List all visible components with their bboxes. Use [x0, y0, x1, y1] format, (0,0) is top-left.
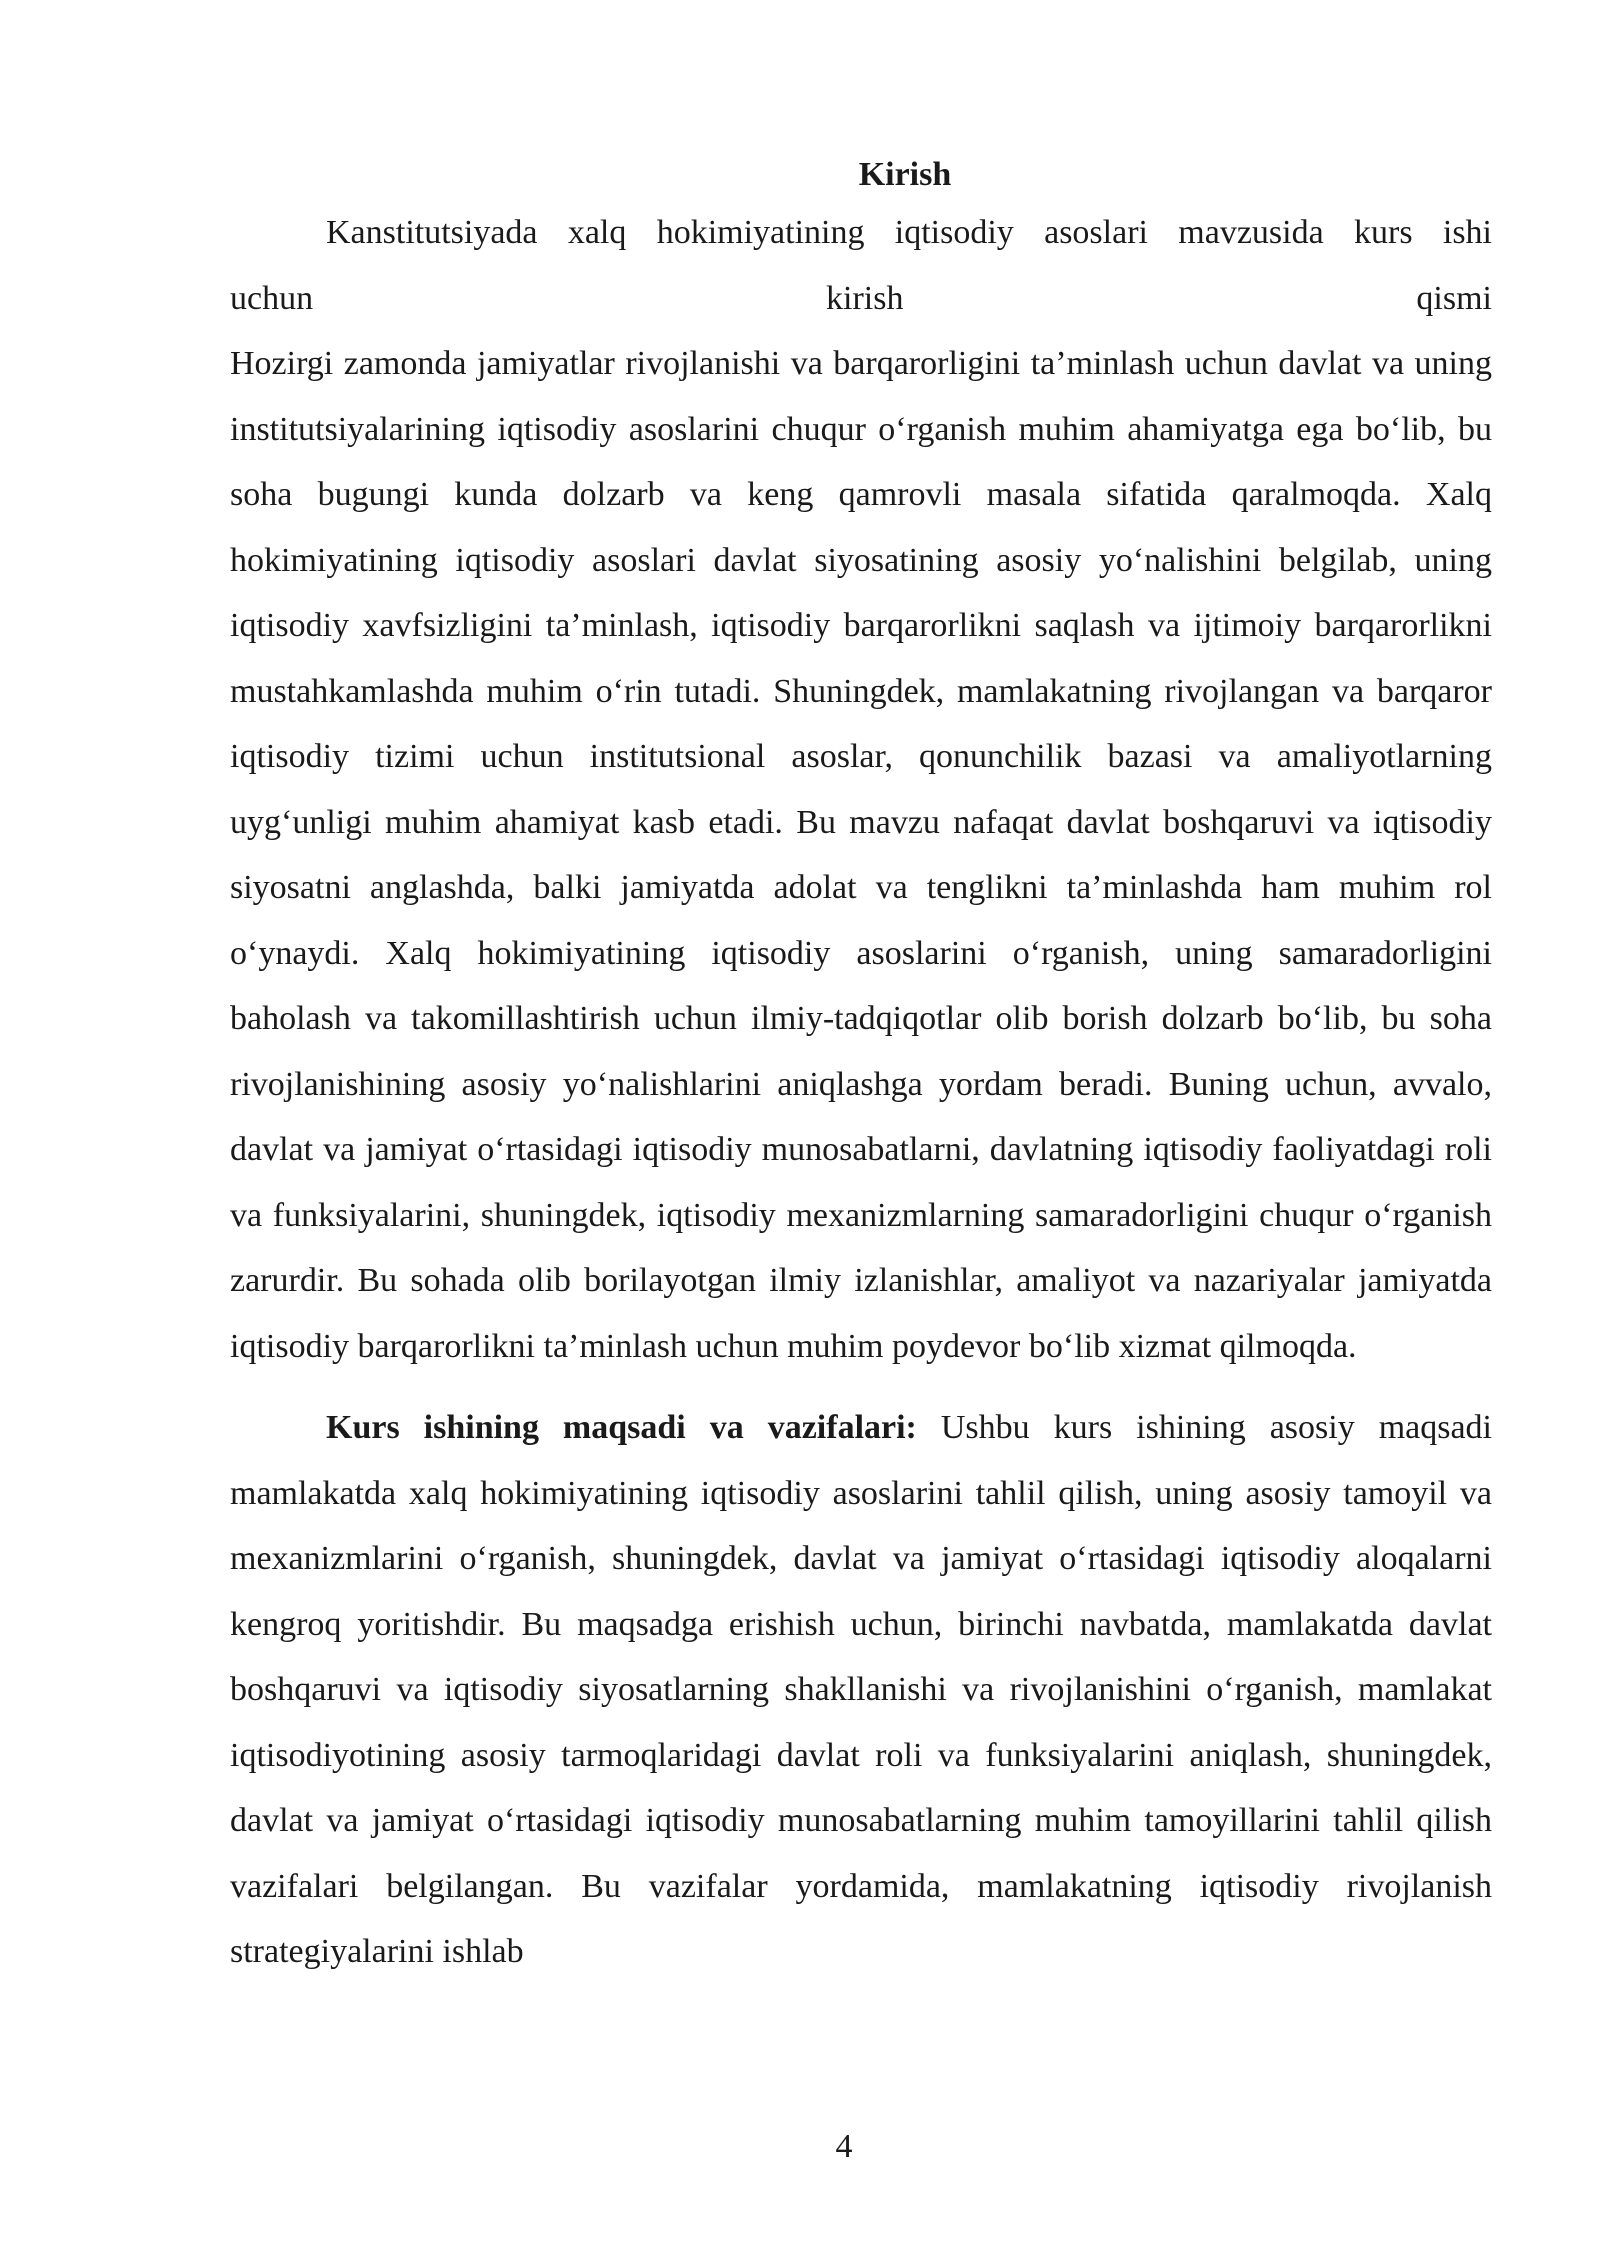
intro-paragraph: Hozirgi zamonda jamiyatlar rivojlanishi va barqarorligini ta’minlash uchun davlat va uning institutsiyalarining iqtisodiy asoslarini chuqur o‘rganish muhim ahamiyatga ega bo‘lib, bu soha bugungi kunda dolzarb va keng qamrovli masala sifatida qaralmoqda. Xalq hokimiyatining iqtisodiy asoslari davlat siyosatining asosiy yo‘nalishini belgilab, uning iqtisodiy xavfsizligini ta’minlash, iqtisodiy barqarorlikni saqlash va ijtimoiy barqarorlikni mustahkamlashda muhim o‘rin tutadi. Shuningdek, mamlakatning rivojlangan va barqaror iqtisodiy tizimi uchun institutsional asoslar, qonunchilik bazasi va amaliyotlarning uyg‘unligi muhim ahamiyat kasb etadi. Bu mavzu nafaqat davlat boshqaruvi va iqtisodiy siyosatni anglashda, balki jamiyatda adolat va tenglikni ta’minlashda ham muhim rol o‘ynaydi. Xalq hokimiyatining iqtisodiy asoslarini o‘rganish, uning samaradorligini baholash va takomillashtirish uchun ilmiy-tadqiqotlar olib borish dolzarb bo‘lib, bu soha rivojlanishining asosiy yo‘nalishlarini aniqlashga yordam beradi. Buning uchun, avvalo, davlat va jamiyat o‘rtasidagi iqtisodiy munosabatlarni, davlatning iqtisodiy faoliyatdagi roli va funksiyalarini, shuningdek, iqtisodiy mexanizmlarning samaradorligini chuqur o‘rganish zarurdir. Bu sohada olib borilayotgan ilmiy izlanishlar, amaliyot va nazariyalar jamiyatda iqtisodiy barqarorlikni ta’minlash uchun muhim poydevor bo‘lib xizmat qilmoqda.	[230, 345, 1492, 1365]
page-number: 4	[835, 2128, 853, 2165]
spread-word-1: uchun	[230, 279, 314, 317]
intro-first-line: Kanstitutsiyada xalq hokimiyatining iqtisodiy asoslari mavzusida kurs ishi	[326, 214, 1492, 251]
section-title: Kirish	[858, 156, 952, 193]
intro-spread-line	[230, 266, 1492, 332]
goals-heading: Kurs ishining maqsadi va vazifalari:	[326, 1409, 917, 1446]
spread-word-2: kirish	[826, 279, 904, 317]
goals-text: Ushbu kurs ishining asosiy maqsadi mamlakatda xalq hokimiyatining iqtisodiy asoslarini tahlil qilish, uning asosiy tamoyil va mexanizmlarini o‘rganish, shuningdek, davlat va jamiyat o‘rtasidagi iqtisodiy aloqalarni kengroq yoritishdir. Bu maqsadga erishish uchun, birinchi navbatda, mamlakatda davlat boshqaruvi va iqtisodiy siyosatlarning shakllanishi va rivojlanishini o‘rganish, mamlakat iqtisodiyotining asosiy tarmoqlaridagi davlat roli va funksiyalarini aniqlash, shuningdek, davlat va jamiyat o‘rtasidagi iqtisodiy munosabatlarning muhim tamoyillarini tahlil qilish vazifalari belgilangan. Bu vazifalar yordamida, mamlakatning iqtisodiy rivojlanish strategiyalarini ishlab	[230, 1409, 1493, 1970]
goals-paragraph	[230, 1395, 1492, 1985]
spread-word-3: qismi	[1416, 279, 1492, 317]
document-page	[230, 150, 1492, 1985]
